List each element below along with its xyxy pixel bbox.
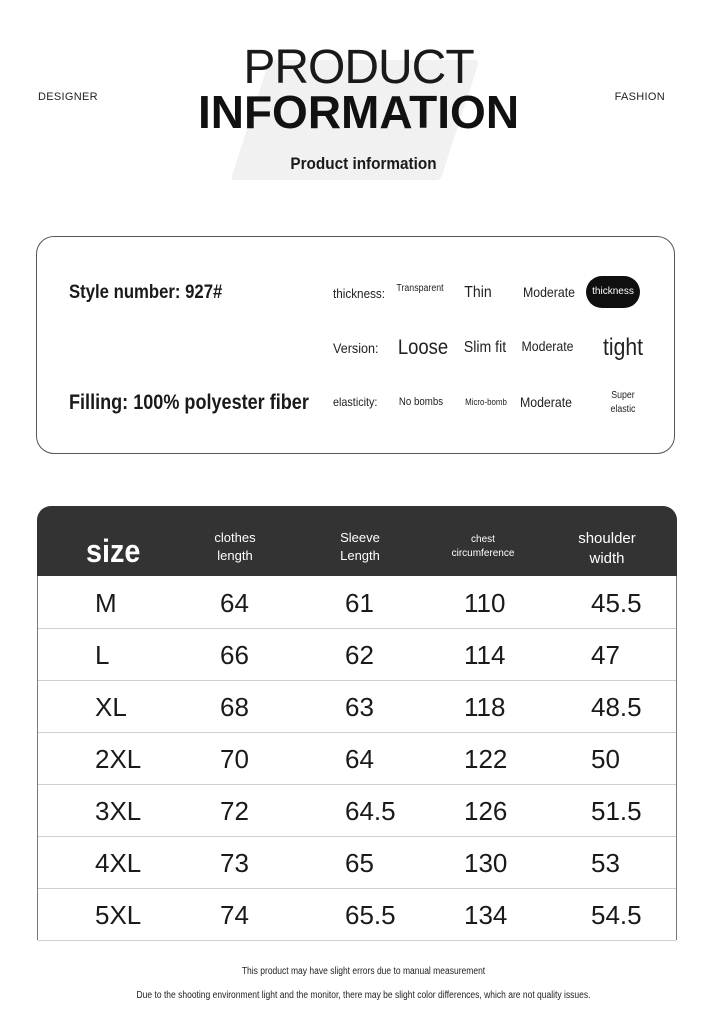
disclaimer-measurement: This product may have slight errors due to manual measurement bbox=[241, 966, 486, 977]
cell-chest: 110 bbox=[464, 588, 506, 618]
cell-shoulder: 54.5 bbox=[591, 900, 642, 930]
cell-clothes-length: 73 bbox=[220, 848, 249, 878]
version-option-moderate: Moderate bbox=[521, 338, 574, 354]
cell-chest: 134 bbox=[464, 900, 508, 930]
cell-shoulder: 45.5 bbox=[591, 588, 642, 618]
cell-clothes-length: 74 bbox=[220, 900, 249, 930]
table-row bbox=[38, 576, 676, 629]
table-row bbox=[38, 628, 676, 681]
page-title-line2: INFORMATION bbox=[197, 86, 520, 138]
thickness-option-thin: Thin bbox=[464, 284, 492, 301]
header-sleeve-length bbox=[325, 529, 395, 564]
cell-clothes-length: 64 bbox=[220, 588, 249, 618]
cell-size: 3XL bbox=[95, 796, 142, 826]
cell-sleeve-length: 64.5 bbox=[345, 796, 396, 826]
cell-sleeve-length: 61 bbox=[345, 588, 374, 618]
elasticity-option-micro-bomb: Micro-bomb bbox=[465, 397, 507, 407]
designer-tag: DESIGNER bbox=[38, 91, 98, 103]
cell-clothes-length: 72 bbox=[220, 796, 249, 826]
cell-clothes-length: 70 bbox=[220, 744, 249, 774]
header-sleeve-length-line1: Sleeve bbox=[340, 530, 380, 545]
version-option-tight: tight bbox=[603, 334, 643, 361]
cell-shoulder: 47 bbox=[591, 640, 620, 670]
thickness-label: thickness: bbox=[333, 286, 386, 301]
cell-chest: 130 bbox=[464, 848, 508, 878]
elasticity-option-elastic: elastic bbox=[610, 404, 636, 415]
cell-sleeve-length: 65.5 bbox=[345, 900, 396, 930]
thickness-selected-label: thickness bbox=[592, 286, 634, 297]
style-number: Style number: 927# bbox=[69, 282, 223, 303]
header-size: size bbox=[86, 533, 141, 569]
header-chest-circumference bbox=[440, 533, 526, 560]
page-title-line1: PRODUCT bbox=[243, 41, 474, 94]
cell-chest: 122 bbox=[464, 744, 508, 774]
cell-sleeve-length: 63 bbox=[345, 692, 374, 722]
version-label: Version: bbox=[333, 340, 379, 356]
header-clothes-length-line1: clothes bbox=[214, 530, 256, 545]
table-row bbox=[38, 680, 676, 733]
elasticity-option-moderate: Moderate bbox=[519, 394, 573, 410]
cell-sleeve-length: 65 bbox=[345, 848, 374, 878]
cell-clothes-length: 66 bbox=[220, 640, 249, 670]
cell-sleeve-length: 62 bbox=[345, 640, 374, 670]
cell-size: XL bbox=[95, 692, 127, 722]
size-table-body bbox=[37, 576, 677, 940]
elasticity-option-super: Super bbox=[611, 390, 635, 401]
cell-chest: 126 bbox=[464, 796, 508, 826]
cell-size: M bbox=[95, 588, 117, 618]
header-chest-line1: chest bbox=[471, 534, 495, 545]
version-option-loose: Loose bbox=[397, 336, 449, 359]
header-clothes-length-line2: length bbox=[217, 547, 253, 563]
table-row bbox=[38, 888, 676, 941]
filling-info: Filling: 100% polyester fiber bbox=[69, 391, 309, 414]
cell-shoulder: 48.5 bbox=[591, 692, 642, 722]
elasticity-label: elasticity: bbox=[333, 395, 378, 409]
cell-size: 5XL bbox=[95, 900, 142, 930]
cell-sleeve-length: 64 bbox=[345, 744, 374, 774]
header-shoulder-width bbox=[567, 529, 647, 570]
header-shoulder-line1: shoulder bbox=[578, 530, 636, 547]
cell-shoulder: 53 bbox=[591, 848, 620, 878]
thickness-selected-badge bbox=[586, 276, 640, 308]
disclaimer-color: Due to the shooting environment light and the monitor, there may be slight color differences, which are not quality issues. bbox=[136, 990, 591, 1001]
thickness-option-transparent: Transparent bbox=[396, 283, 444, 294]
cell-shoulder: 51.5 bbox=[591, 796, 642, 826]
cell-shoulder: 50 bbox=[591, 744, 620, 774]
page-subtitle: Product information bbox=[290, 154, 437, 173]
fashion-tag: FASHION bbox=[614, 91, 665, 103]
table-row bbox=[38, 784, 676, 837]
cell-size: L bbox=[95, 640, 110, 670]
thickness-option-moderate: Moderate bbox=[522, 284, 576, 300]
elasticity-option-no-bombs: No bombs bbox=[398, 396, 444, 408]
version-option-slim-fit: Slim fit bbox=[463, 339, 507, 356]
header-shoulder-line2: width bbox=[589, 550, 625, 568]
cell-clothes-length: 68 bbox=[220, 692, 249, 722]
table-row bbox=[38, 732, 676, 785]
cell-chest: 118 bbox=[464, 692, 506, 722]
header-clothes-length bbox=[200, 529, 270, 564]
header-chest-line2: circumference bbox=[451, 547, 515, 559]
header-sleeve-length-line2: Length bbox=[340, 547, 380, 563]
cell-size: 4XL bbox=[95, 848, 142, 878]
table-row bbox=[38, 836, 676, 889]
cell-size: 2XL bbox=[95, 744, 142, 774]
cell-chest: 114 bbox=[464, 640, 506, 670]
